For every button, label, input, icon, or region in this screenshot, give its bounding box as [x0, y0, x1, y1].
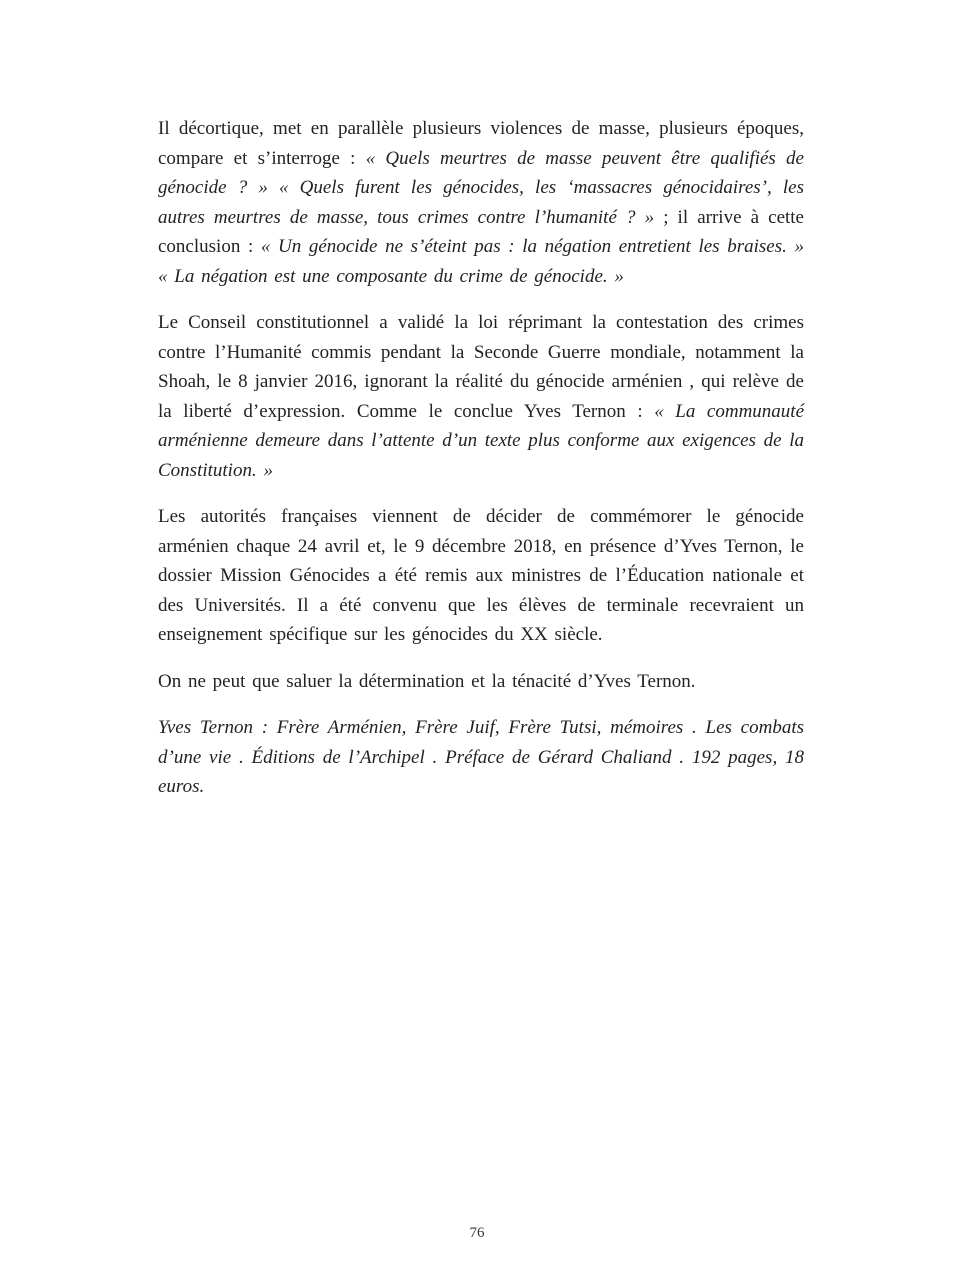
text-run: Les autorités françaises viennent de décider de commémorer le génocide arménien chaque 24 avril et, le 9 décembre 2018, en présence d’Yves Ternon, le dossier Mission Génocides a été remis aux ministres de l’Éducation nationale et des Universités. Il a été convenu que les élèves de terminale recevraient un enseignement spécifique sur les génocides du XX siècle.: [158, 506, 804, 645]
paragraph-book-reference: [158, 713, 804, 802]
paragraph-conclusion: [158, 667, 804, 697]
text-run-quote: « Quels meurtres de masse peuvent être qualifiés de génocide ? » « Quels furent les génocides, les ‘massacres génocidaires’, les autres meurtres de masse, tous crimes contre l’humanité ? »: [158, 147, 804, 228]
paragraph-quotes-genocide: [158, 114, 804, 291]
text-run-book-citation: Yves Ternon : Frère Arménien, Frère Juif, Frère Tutsi, mémoires . Les combats d’une vie . Éditions de l’Archipel . Préface de Gérard Chaliand . 192 pages, 18 euros.: [158, 717, 804, 797]
text-run: ; il arrive à cette conclusion :: [158, 206, 804, 257]
text-run: On ne peut que saluer la détermination et la ténacité d’Yves Ternon.: [158, 670, 696, 692]
page-number: 76: [469, 1225, 485, 1241]
text-run-quote: « Un génocide ne s’éteint pas : la négation entretient les braises. » « La négation est une composante du crime de génocide. »: [158, 236, 804, 287]
paragraph-autorites-francaises: [158, 502, 804, 650]
text-run: Il décortique, met en parallèle plusieurs violences de masse, plusieurs époques, compare et s’interroge :: [158, 118, 804, 169]
text-run: Le Conseil constitutionnel a validé la loi réprimant la contestation des crimes contre l’Humanité commis pendant la Seconde Guerre mondiale, notamment la Shoah, le 8 janvier 2016, ignorant la réalité du génocide arménien , qui relève de la liberté d’expression. Comme le conclue Yves Ternon :: [158, 312, 804, 422]
paragraph-conseil-constitutionnel: [158, 308, 804, 485]
page-content: [158, 114, 804, 819]
text-run-quote: « La communauté arménienne demeure dans l’attente d’un texte plus conforme aux exigences de la Constitution. »: [158, 400, 805, 481]
